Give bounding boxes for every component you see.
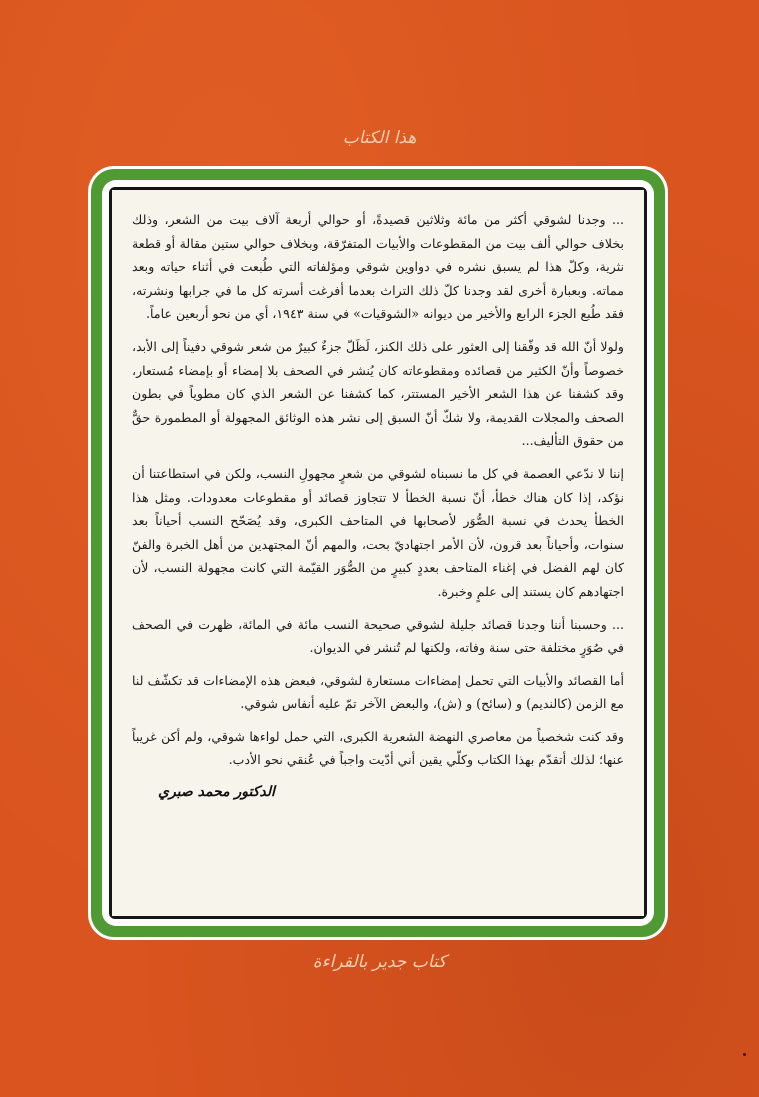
footer-caption: كتاب جدير بالقراءة bbox=[312, 952, 447, 972]
paragraph-6: وقد كنت شخصياً من معاصري النهضة الشعرية الكبرى، التي حمل لواءها شوقي، ولم أكن غريباً عنها؛ لذلك أتقدّم بهذا الكتاب وكلّي يقين أني أدّيت واجباً في عُنقي نحو الأدب. bbox=[132, 728, 624, 768]
author-signature: الدكتور محمد صبري bbox=[158, 784, 275, 801]
paragraph-2: ولولا أنّ الله قد وفّقنا إلى العثور على ذلك الكنز، لَظَلّ جزءٌ كبيرٌ من شعر شوقي دفيناً إلى الأبد، خصوصاً وأنّ الكثير من قصائده ومقطوعاته كان يُنشر في الصحف بلا إمضاء أو بإمضاء مُستعار، وقد كشفنا عن هذا الشعر الأخير المستتر، كما كشفنا عن الشعر الذي كان مطوياً في بطون الصحف والمجلات القديمة، ولا شكّ أنّ السبق إلى نشر هذه الوثائق المجهولة أو المطمورة حقٌّ من حقوق التأليف... bbox=[132, 338, 624, 449]
inner-white-border bbox=[102, 180, 654, 926]
black-border bbox=[109, 187, 647, 919]
paragraph-3: إننا لا ندّعي العصمة في كل ما نسبناه لشوقي من شعرٍ مجهولِ النسب، ولكن في استطاعتنا أن نؤكد، إذا كان هناك خطأ، أنّ نسبة الخطأ لا تتجاوز قصائد أو مقطوعات معدودات. ومثل هذا الخطأ يحدث في نسبة الصُّوَر لأصحابها في المتاحف الكبرى، وقد يُصَحّح النسب أحياناً بعد سنوات، وأحياناً بعد قرون، لأن الأمر اجتهاديّ بحت، والمهم أنّ المجتهدين من أهل الخبرة والفنّ كان لهم الفضل في إغناء المتاحف بعددٍ كبيرٍ من الصُّوَر القيّمة التي كانت مجهولة النسب، لأن اجتهادهم كان يستند إلى علمٍ وخبرة. bbox=[132, 465, 624, 599]
text-frame bbox=[88, 166, 668, 940]
green-border bbox=[91, 169, 665, 937]
speck-mark bbox=[743, 1053, 746, 1056]
paragraph-5: أما القصائد والأبيات التي تحمل إمضاءات مستعارة لشوقي، فبعض هذه الإمضاءات قد تكشّف لنا مع الزمن (كالنديم) و (سائح) و (ش)، والبعض الآخر تمّ عليه أنفاس شوقي. bbox=[132, 672, 624, 712]
header-caption: هذا الكتاب bbox=[342, 128, 417, 148]
paragraph-1: ... وجدنا لشوقي أكثر من مائة وثلاثين قصيدةً، أو حوالي أربعة آلاف بيت من الشعر، وذلك بخلاف حوالي ألف بيت من المقطوعات والأبيات المتفرّقة، وبخلاف حوالي ستين مقالة أو قطعة نثرية، وكلّ هذا لم يسبق نشره في دواوين شوقي ومؤلفاته التي طُبعت في أثناء حياته وبعد مماته. وبعبارة أخرى لقد وجدنا كلّ ذلك التراث بعدما أفرغت أسرته كل ما في جرابها ونشرته، فقد طُبع الجزء الرابع والأخير من ديوانه «الشوقيات» في سنة ١٩٤٣، أي من نحو أربعين عاماً. bbox=[132, 212, 624, 322]
text-panel bbox=[112, 190, 644, 916]
paragraph-4: ... وحسبنا أننا وجدنا قصائد جليلة لشوقي صحيحة النسب مائة في المائة، ظهرت في الصحف في صُوَرٍ مختلفة حتى سنة وفاته، ولكنها لم تُنشر في الديوان. bbox=[132, 616, 624, 656]
